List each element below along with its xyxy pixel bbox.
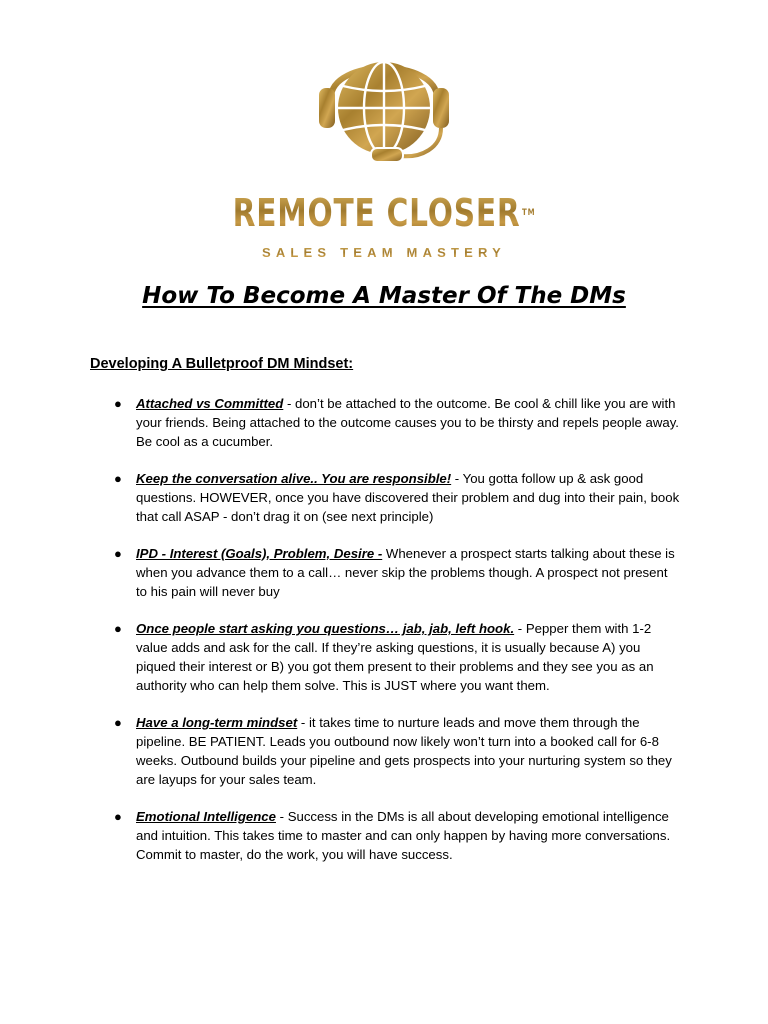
bullet-term: IPD - Interest (Goals), Problem, Desire - <box>136 546 383 561</box>
bullet-icon: ● <box>114 396 122 411</box>
bullet-list <box>0 394 768 882</box>
bullet-text: - it takes time to nurture leads and move them through the pipeline. BE PATIENT. Leads you outbound now likely won’t turn into a booked call for 6-8 weeks. Outbound builds your pipeline and gets prospects into your nurturing system so they are layups for your sales team. <box>136 715 672 787</box>
document-title: How To Become A Master Of The DMs <box>142 283 626 309</box>
bullet-text: - don’t be attached to the outcome. Be cool & chill like you are with your friends. Being attached to the outcome causes you to be thirsty and repels people away. Be cool as a cucumber. <box>136 396 679 449</box>
list-item <box>0 469 768 526</box>
globe-headset-icon <box>309 40 459 170</box>
list-item <box>0 394 768 451</box>
trademark-mark: TM <box>522 208 536 218</box>
bullet-term: Keep the conversation alive.. You are responsible! <box>136 471 452 486</box>
list-item <box>0 619 768 695</box>
bullet-icon: ● <box>114 715 122 730</box>
list-item <box>0 544 768 601</box>
bullet-term: Have a long-term mindset <box>136 715 298 730</box>
bullet-icon: ● <box>114 621 122 636</box>
bullet-term: Emotional Intelligence <box>136 809 276 824</box>
bullet-text: - You gotta follow up & ask good questions. HOWEVER, once you have discovered their problem and dug into their pain, book that call ASAP - don’t drag it on (see next principle) <box>136 471 680 524</box>
bullet-text: - Pepper them with 1-2 value adds and ask for the call. If they’re asking questions, it is usually because A) you piqued their interest or B) you got them present to their problems and they see you as an authority who can help them solve. This is JUST where you want them. <box>136 621 654 693</box>
bullet-term: Once people start asking you questions… jab, jab, left hook. <box>136 621 515 636</box>
list-item <box>0 807 768 864</box>
brand-name: REMOTE CLOSER ™ <box>84 190 683 236</box>
list-item <box>0 713 768 789</box>
bullet-term: Attached vs Committed <box>136 396 284 411</box>
bullet-text: Whenever a prospect starts talking about these is when you advance them to a call… never skip the problems though. A prospect not present to his pain will never buy <box>136 546 675 599</box>
section-heading: Developing A Bulletproof DM Mindset: <box>90 356 354 372</box>
bullet-text: - Success in the DMs is all about developing emotional intelligence and intuition. This takes time to master and can only happen by having more conversations. Commit to master, do the work, you will have success. <box>136 809 671 862</box>
brand-logo <box>0 40 768 270</box>
bullet-icon: ● <box>114 809 122 824</box>
bullet-icon: ● <box>114 471 122 486</box>
brand-tagline: SALES TEAM MASTERY <box>0 245 768 261</box>
bullet-icon: ● <box>114 546 122 561</box>
